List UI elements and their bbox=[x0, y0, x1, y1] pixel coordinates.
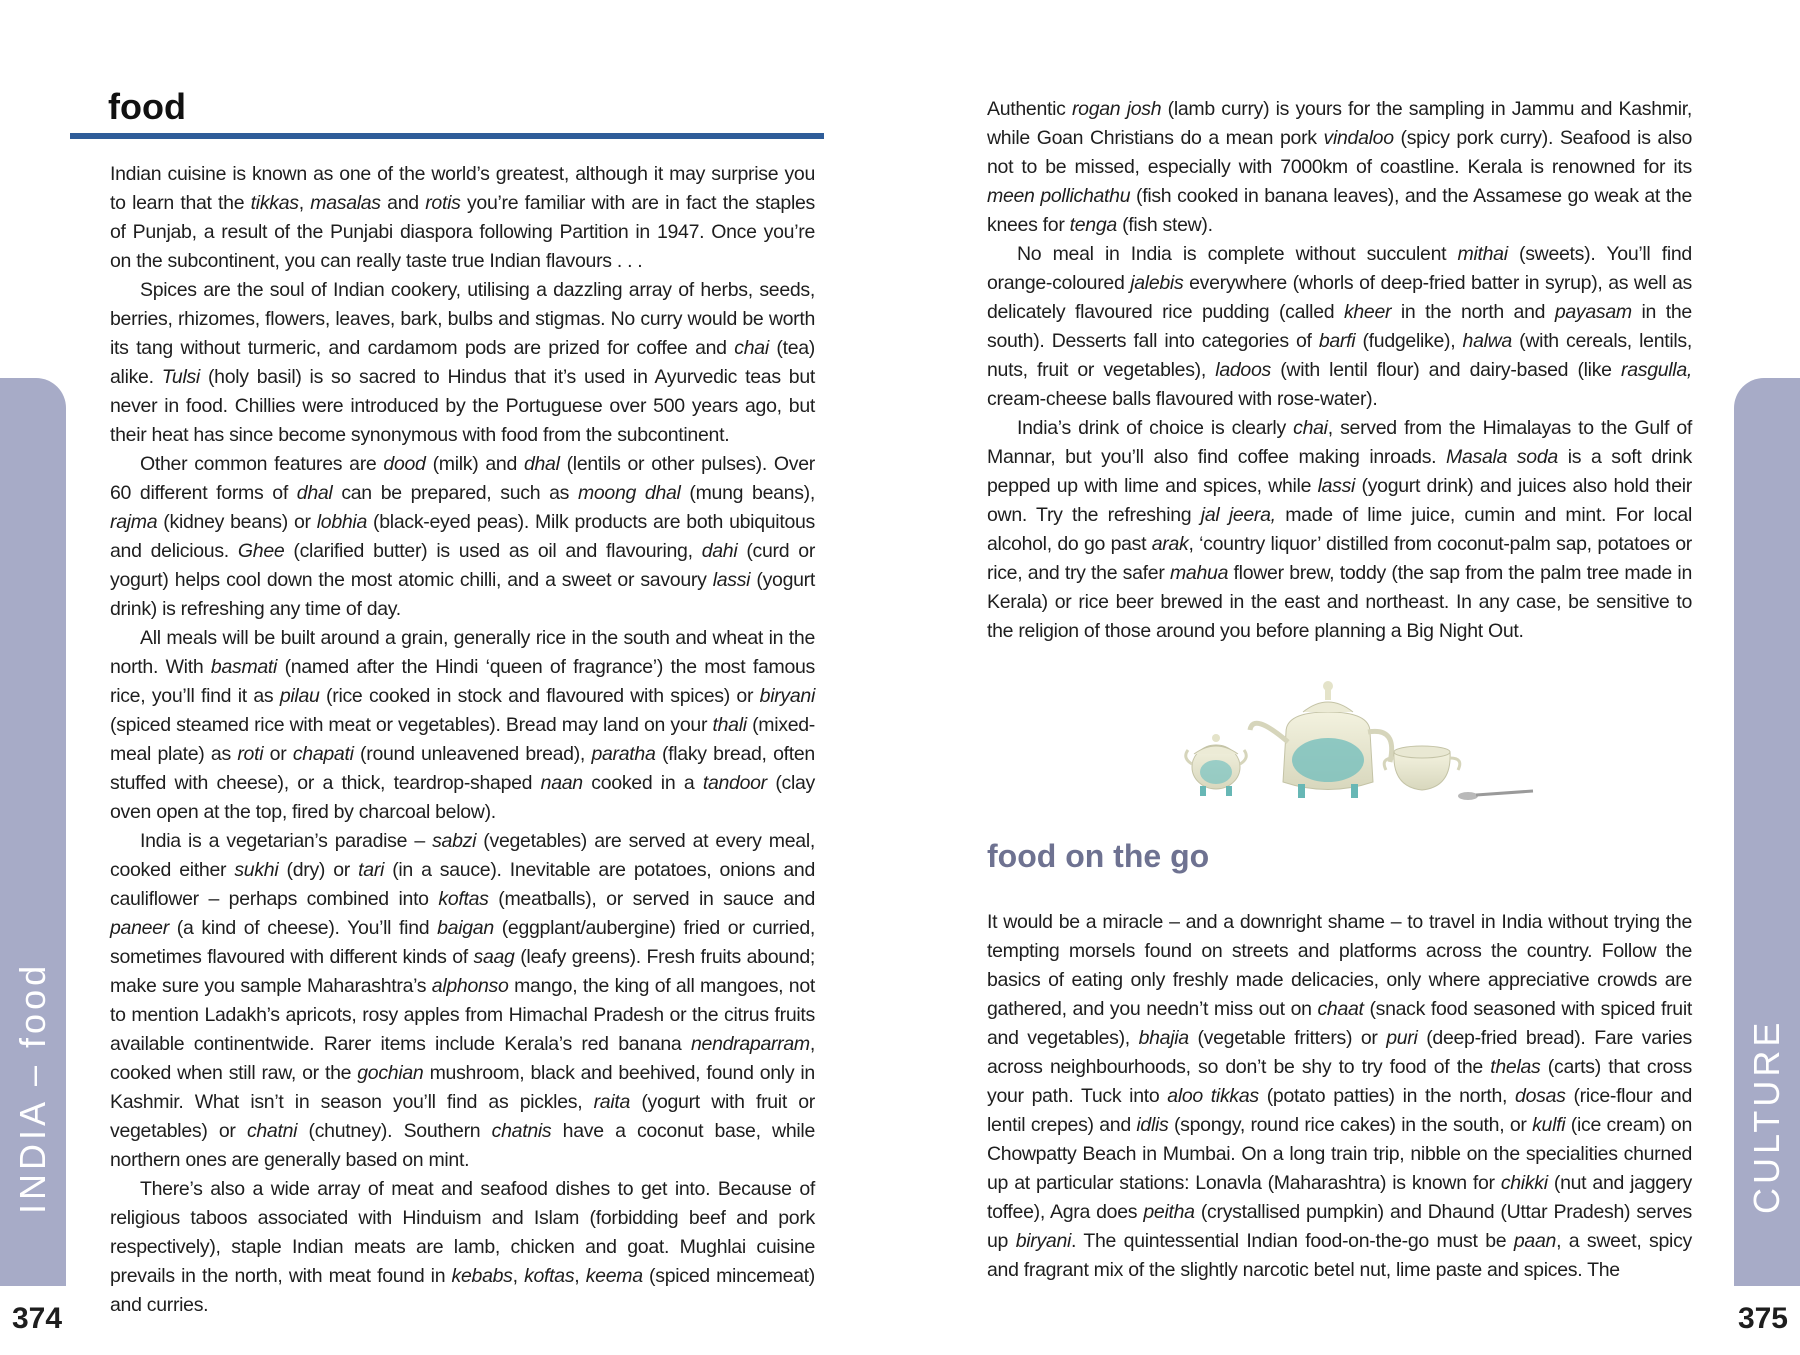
italic-term: rajma bbox=[110, 511, 158, 533]
paragraph: India is a vegetarian’s paradise – sabzi (vegetables) are served at every meal, cooked either sukhi (dry) or tari (in a sauce). Inevitable are potatoes, onions and cauliflower – perhaps combined into koftas (meatballs), or served in sauce and paneer (a kind of cheese). You’ll find baigan (eggplant/aubergine) fried or curried, sometimes flavoured with different kinds of saag (leafy greens). Fresh fruits abound; make sure you sample Maharashtra’s alphonso mango, the king of all mangoes, not to mention Ladakh’s apricots, rosy apples from Himachal Pradesh or the citrus fruits available continentwide. Rarer items include Kerala’s red banana nendraparram, cooked when still raw, or the gochian mushroom, black and beehived, found only in Kashmir. What isn’t in season you’ll find as pickles, raita (yogurt with fruit or vegetables) or chatni (chutney). Southern chatnis have a coconut base, while northern ones are generally based on mint. bbox=[110, 830, 816, 1171]
paragraph: All meals will be built around a grain, generally rice in the south and wheat in the north. With basmati (named after the Hindi ‘queen of fragrance’) the most famous rice, you’ll find it as pilau (rice cooked in stock and flavoured with spices) or biryani (spiced steamed rice with meat or vegetables). Bread may land on your thali (mixed-meal plate) as roti or chapati (round unleavened bread), paratha (flaky bread, often stuffed with cheese), or a thick, teardrop-shaped naan cooked in a tandoor (clay oven open at the top, fired by charcoal below). bbox=[110, 627, 815, 823]
italic-term: chapati bbox=[292, 743, 354, 765]
paragraph: No meal in India is complete without succulent mithai (sweets). You’ll find orange-coloured jalebis everywhere (whorls of deep-fried batter in syrup), as well as delicately flavoured rice pudding (called kheer in the north and payasam in the south). Desserts fall into categories of barfi (fudgelike), halwa (with cereals, lentils, nuts, fruit or vegetables), ladoos (with lentil flour) and dairy-based (like rasgulla, cream-cheese balls flavoured with rose-water). bbox=[987, 243, 1693, 410]
italic-term: dhal bbox=[296, 482, 333, 504]
teapot-icon bbox=[1250, 681, 1392, 798]
italic-term: kebabs bbox=[451, 1265, 513, 1287]
italic-term: dhal bbox=[523, 453, 560, 475]
subsection-title: food on the go bbox=[987, 838, 1210, 874]
italic-term: thelas bbox=[1490, 1056, 1541, 1078]
paragraph: There’s also a wide array of meat and seafood dishes to get into. Because of religious taboos associated with Hinduism and Islam (forbidding beef and pork respectively), staple Indian meats are lamb, chicken and goat. Mughlai cuisine prevails in the north, with meat found in kebabs, koftas, keema (spiced mincemeat) and curries. bbox=[110, 1178, 815, 1316]
italic-term: tenga bbox=[1069, 214, 1117, 236]
italic-term: dood bbox=[383, 453, 426, 475]
page-number-right: 375 bbox=[1737, 1302, 1788, 1335]
section-title: food bbox=[108, 86, 186, 127]
italic-term: keema bbox=[585, 1265, 643, 1287]
italic-term: roti bbox=[237, 743, 264, 765]
italic-term: Masala soda bbox=[1446, 446, 1558, 468]
italic-term: peitha bbox=[1143, 1201, 1195, 1223]
italic-term: puri bbox=[1386, 1027, 1418, 1049]
paragraph: India’s drink of choice is clearly chai, served from the Himalayas to the Gulf of Mannar, but you’ll also find coffee making inroads. Masala soda is a soft drink pepped up with lime and spices, while lassi (yogurt drink) and juices also hold their own. Try the refreshing jal jeera, made of lime juice, cumin and mint. For local alcohol, do go past arak, ‘country liquor’ distilled from coconut-palm sap, potatoes or rice, and try the safer mahua flower brew, toddy (the sap from the palm tree made in Kerala) or rice beer brewed in the east and northeast. In any case, be sensitive to the religion of those around you before planning a Big Night Out. bbox=[987, 417, 1692, 642]
paragraph: Authentic rogan josh (lamb curry) is yours for the sampling in Jammu and Kashmir, while Goan Christians do a mean pork vindaloo (spicy pork curry). Seafood is also not to be missed, especially with 7000km of coastline. Kerala is renowned for its meen pollichathu (fish cooked in banana leaves), and the Assamese go weak at the knees for tenga (fish stew). bbox=[987, 98, 1692, 236]
italic-term: sabzi bbox=[432, 830, 477, 852]
italic-term: masalas bbox=[310, 192, 381, 214]
italic-term: tikkas bbox=[250, 192, 299, 214]
italic-term: paan bbox=[1513, 1230, 1557, 1252]
italic-term: vindaloo bbox=[1323, 127, 1394, 149]
right-column-text-top bbox=[987, 95, 1692, 646]
italic-term: dosas bbox=[1515, 1085, 1566, 1107]
italic-term: bhajia bbox=[1138, 1027, 1189, 1049]
italic-term: rasgulla, bbox=[1621, 359, 1693, 381]
italic-term: Tulsi bbox=[161, 366, 200, 388]
right-column-text-bottom bbox=[987, 908, 1692, 1285]
italic-term: biryani bbox=[1015, 1230, 1072, 1252]
side-tab-label-right: CULTURE bbox=[1746, 1018, 1787, 1214]
italic-term: aloo tikkas bbox=[1167, 1085, 1259, 1107]
italic-term: jal jeera, bbox=[1200, 504, 1276, 526]
italic-term: naan bbox=[540, 772, 583, 794]
italic-term: nendraparram bbox=[690, 1033, 810, 1055]
italic-term: lassi bbox=[712, 569, 751, 591]
italic-term: idlis bbox=[1136, 1114, 1169, 1136]
italic-term: tandoor bbox=[702, 772, 767, 794]
italic-term: basmati bbox=[210, 656, 278, 678]
italic-term: koftas bbox=[438, 888, 489, 910]
italic-term: rogan josh bbox=[1071, 98, 1162, 120]
italic-term: tari bbox=[358, 859, 385, 881]
italic-term: chatnis bbox=[491, 1120, 552, 1142]
italic-term: chikki bbox=[1500, 1172, 1548, 1194]
italic-term: kheer bbox=[1343, 301, 1392, 323]
italic-term: paratha bbox=[591, 743, 656, 765]
paragraph: Spices are the soul of Indian cookery, utilising a dazzling array of herbs, seeds, berries, rhizomes, flowers, leaves, bark, bulbs and stigmas. No curry would be worth its tang without turmeric, and cardamom pods are prized for coffee and chai (tea) alike. Tulsi (holy basil) is so sacred to Hindus that it’s used in Ayurvedic teas but never in food. Chillies were introduced by the Portuguese over 500 years ago, but their heat has since become synonymous with food from the subcontinent. bbox=[110, 279, 816, 446]
italic-term: jalebis bbox=[1130, 272, 1184, 294]
italic-term: chai bbox=[734, 337, 769, 359]
italic-term: mahua bbox=[1169, 562, 1229, 584]
italic-term: chaat bbox=[1317, 998, 1364, 1020]
italic-term: arak bbox=[1151, 533, 1189, 555]
side-tab-right bbox=[1734, 378, 1800, 1286]
italic-term: lobhia bbox=[316, 511, 368, 533]
italic-term: mithai bbox=[1457, 243, 1508, 265]
italic-term: barfi bbox=[1318, 330, 1356, 352]
italic-term: alphonso bbox=[431, 975, 509, 997]
italic-term: biryani bbox=[759, 685, 815, 707]
paragraph: It would be a miracle – and a downright shame – to travel in India without trying the tempting morsels found on streets and platforms across the country. Follow the basics of eating only freshly made delicacies, only where appreciative crowds are gathered, and you needn’t miss out on chaat (snack food seasoned with spiced fruit and vegetables), bhajia (vegetable fritters) or puri (deep-fried bread). Fare varies across neighbourhoods, so don’t be shy to try food of the thelas (carts) that cross your path. Tuck into aloo tikkas (potato patties) in the north, dosas (rice-flour and lentil crepes) and idlis (spongy, round rice cakes) in the south, or kulfi (ice cream) on Chowpatty Beach in Mumbai. On a long train trip, nibble on the specialities churned up at particular stations: Lonavla (Maharashtra) is known for chikki (nut and jaggery toffee), Agra does peitha (crystallised pumpkin) and Dhaund (Uttar Pradesh) serves up biryani. The quintessential Indian food-on-the-go must be paan, a sweet, spicy and fragrant mix of the slightly narcotic betel nut, lime paste and spices. The bbox=[987, 911, 1692, 1281]
italic-term: meen pollichathu bbox=[987, 185, 1131, 207]
page-number-left: 374 bbox=[12, 1302, 63, 1335]
spoon-icon bbox=[1458, 791, 1533, 800]
paragraph: Other common features are dood (milk) and dhal (lentils or other pulses). Over 60 different forms of dhal can be prepared, such as moong dhal (mung beans), rajma (kidney beans) or lobhia (black-eyed peas). Milk products are both ubiquitous and delicious. Ghee (clarified butter) is used as oil and flavouring, dahi (curd or yogurt) helps cool down the most atomic chilli, and a sweet or savoury lassi (yogurt drink) is refreshing any time of day. bbox=[110, 453, 816, 620]
italic-term: kulfi bbox=[1532, 1114, 1566, 1136]
italic-term: pilau bbox=[279, 685, 320, 707]
sugar-bowl-icon bbox=[1186, 734, 1247, 796]
italic-term: Ghee bbox=[237, 540, 285, 562]
italic-term: thali bbox=[712, 714, 747, 736]
italic-term: halwa bbox=[1462, 330, 1512, 352]
italic-term: saag bbox=[473, 946, 515, 968]
italic-term: baigan bbox=[437, 917, 494, 939]
italic-term: lassi bbox=[1317, 475, 1356, 497]
italic-term: moong dhal bbox=[577, 482, 681, 504]
italic-term: raita bbox=[593, 1091, 631, 1113]
italic-term: payasam bbox=[1554, 301, 1632, 323]
title-rule bbox=[70, 133, 824, 139]
left-column-text bbox=[110, 160, 815, 1320]
italic-term: chai bbox=[1293, 417, 1328, 439]
italic-term: paneer bbox=[110, 917, 169, 939]
side-tab-label-left: INDIA – food bbox=[12, 961, 53, 1214]
italic-term: dahi bbox=[701, 540, 738, 562]
creamer-icon bbox=[1384, 746, 1460, 790]
italic-term: koftas bbox=[524, 1265, 575, 1287]
tea-set-icon bbox=[1168, 672, 1538, 812]
italic-term: sukhi bbox=[234, 859, 279, 881]
italic-term: chatni bbox=[246, 1120, 298, 1142]
italic-term: rotis bbox=[425, 192, 461, 214]
italic-term: gochian bbox=[357, 1062, 424, 1084]
italic-term: ladoos bbox=[1215, 359, 1271, 381]
side-tab-left bbox=[0, 378, 66, 1286]
paragraph: Indian cuisine is known as one of the world’s greatest, although it may surprise you to learn that the tikkas, masalas and rotis you’re familiar with are in fact the staples of Punjab, a result of the Punjabi diaspora following Partition in 1947. Once you’re on the subcontinent, you can really taste true Indian flavours . . . bbox=[110, 163, 816, 272]
